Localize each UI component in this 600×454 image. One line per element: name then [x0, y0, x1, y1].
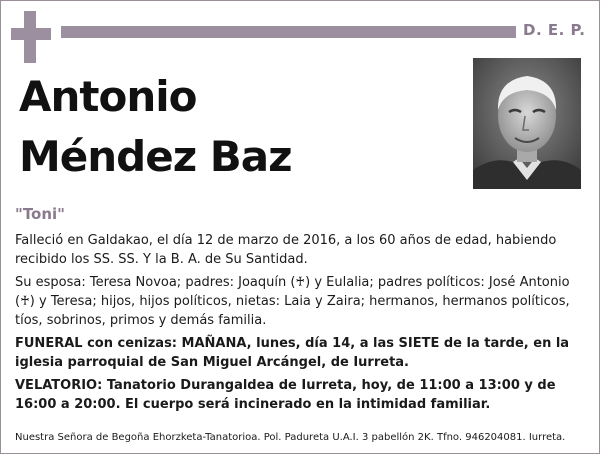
- dep-label: D. E. P.: [523, 21, 586, 39]
- name-line-surnames: Méndez Baz: [19, 132, 292, 181]
- family-list: Su esposa: Teresa Novoa; padres: Joaquín (♰) y Eulalia; padres políticos: José Antonio (♰) y Teresa; hijos, hijos políticos, nietas: Laia y Zaira; hermanos, hermanos políticos, tíos, sobrinos, primos y demás familia.: [15, 275, 570, 328]
- cross-icon: [11, 11, 51, 63]
- header-rule: [61, 26, 516, 38]
- portrait-photo: [473, 58, 581, 189]
- funeral-home-footer: Nuestra Señora de Begoña Ehorzketa-Tanatorioa. Pol. Padureta U.A.I. 3 pabellón 2K. Tfno. 946204081. Iurreta.: [15, 432, 566, 443]
- wake-info: VELATORIO: Tanatorio Durangaldea de Iurreta, hoy, de 11:00 a 13:00 y de 16:00 a 20:00. El cuerpo será incinerado en la intimidad familiar.: [15, 378, 556, 412]
- deceased-alias: "Toni": [15, 205, 65, 223]
- deceased-name: [19, 67, 459, 187]
- name-line-first: Antonio: [19, 72, 197, 121]
- funeral-info: FUNERAL con cenizas: MAÑANA, lunes, día 14, a las SIETE de la tarde, en la iglesia parroquial de San Miguel Arcángel, de Iurreta.: [15, 336, 570, 370]
- portrait-image: [473, 58, 581, 189]
- notice-body: [15, 231, 585, 418]
- death-details: Falleció en Galdakao, el día 12 de marzo de 2016, a los 60 años de edad, habiendo recibido los SS. SS. Y la B. A. de Su Santidad.: [15, 233, 557, 267]
